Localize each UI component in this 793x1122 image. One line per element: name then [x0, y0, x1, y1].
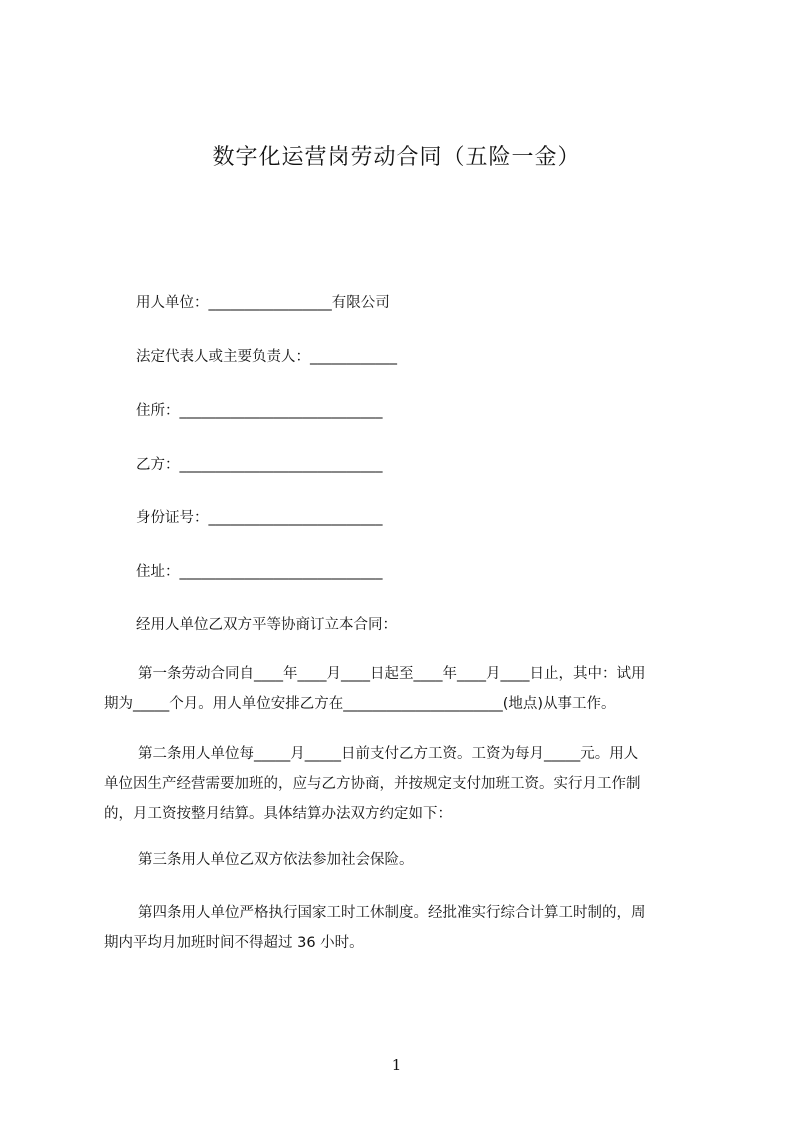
article-4-line-2: 期内平均月加班时间不得超过 36 小时。 — [104, 935, 364, 951]
document-title: 数字化运营岗劳动合同（五险一金） — [212, 145, 581, 170]
address-field: 住址：____________________________ — [136, 564, 383, 580]
article-2-line-1: 第二条用人单位每_____月_____日前支付乙方工资。工资为每月_____元。用人 — [138, 746, 639, 762]
article-1-line-1: 第一条劳动合同自____年____月____日起至____年____月____日止，其中：试用 — [138, 666, 646, 682]
article-3 — [104, 845, 700, 875]
article-4 — [104, 898, 700, 958]
residence-field: 住所：____________________________ — [136, 403, 383, 419]
article-4-line-1: 第四条用人单位严格执行国家工时工休制度。经批准实行综合计算工时制的，周 — [138, 905, 646, 921]
article-1 — [104, 659, 700, 719]
article-2 — [104, 739, 700, 829]
id-number-field: 身份证号：________________________ — [136, 510, 383, 526]
party-b-field: 乙方：____________________________ — [136, 457, 383, 473]
article-1-line-2: 期为_____个月。用人单位安排乙方在______________________(地点)从事工作。 — [104, 696, 616, 712]
employer-field: 用人单位：_________________有限公司 — [136, 295, 390, 311]
article-3-line-1: 第三条用人单位乙双方依法参加社会保险。 — [138, 852, 414, 868]
page-number: 1 — [391, 1056, 402, 1074]
intro-text: 经用人单位乙双方平等协商订立本合同： — [136, 617, 397, 633]
legal-representative-field: 法定代表人或主要负责人：____________ — [136, 349, 397, 365]
article-2-line-2: 单位因生产经营需要加班的，应与乙方协商，并按规定支付加班工资。实行月工作制 — [104, 776, 641, 792]
article-2-line-3: 的，月工资按整月结算。具体结算办法双方约定如下： — [104, 806, 452, 822]
